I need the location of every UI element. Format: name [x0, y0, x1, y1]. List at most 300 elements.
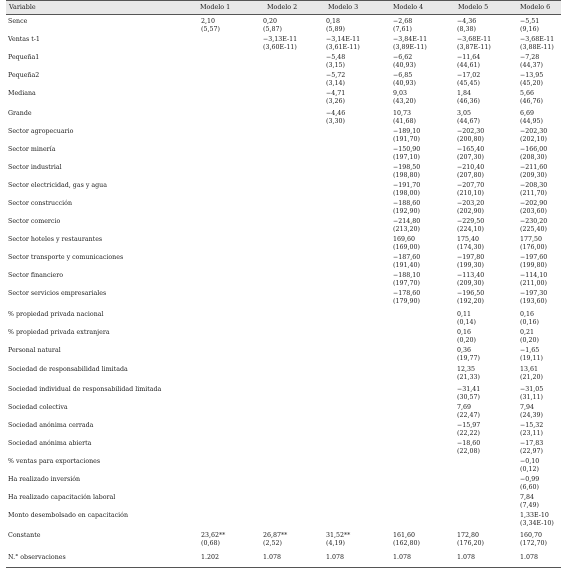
table-cell: [457, 366, 480, 382]
standard-error: (19,11): [520, 355, 543, 362]
coefficient: −210,40: [457, 164, 485, 171]
standard-error: (40,93): [393, 80, 416, 87]
standard-error: (3,14): [326, 80, 345, 87]
standard-error: (8,38): [457, 26, 476, 33]
table-cell: [326, 36, 360, 52]
table-cell: [326, 72, 345, 88]
coefficient: −15,97: [457, 422, 481, 429]
coefficient: −188,60: [393, 200, 421, 207]
coefficient: −211,60: [520, 164, 548, 171]
coefficient: −197,80: [457, 254, 485, 261]
coefficient: −3,14E-11: [326, 36, 361, 43]
standard-error: (19,77): [457, 355, 480, 362]
standard-error: (3,60E-11): [263, 44, 297, 51]
coefficient: −196,50: [457, 290, 485, 297]
coefficient: −4,36: [457, 18, 477, 25]
table-cell: [263, 532, 287, 548]
table-cell: [457, 272, 484, 288]
standard-error: (3,15): [326, 62, 345, 69]
standard-error: (199,80): [520, 262, 547, 269]
header-modelo-4: Modelo 4: [393, 3, 424, 11]
coefficient: −17,02: [457, 72, 481, 79]
standard-error: (213,20): [393, 226, 420, 233]
table-cell: [520, 347, 543, 363]
table-cell: [520, 458, 539, 474]
table-cell: [457, 254, 484, 270]
coefficient: 5,66: [520, 90, 535, 97]
coefficient: 7,69: [457, 404, 472, 411]
coefficient: 0,16: [457, 329, 472, 336]
standard-error: (207,30): [457, 154, 484, 161]
standard-error: (30,57): [457, 394, 480, 401]
table-cell: [393, 236, 420, 252]
table-cell: [457, 290, 484, 306]
row-label: Monto desembolsado en capacitación: [8, 512, 129, 519]
table-cell: [457, 311, 476, 327]
coefficient: −214,80: [393, 218, 421, 225]
header-modelo-5: Modelo 5: [458, 3, 489, 11]
coefficient: −114,10: [520, 272, 548, 279]
table-cell: [326, 90, 345, 106]
coefficient: −230,20: [520, 218, 548, 225]
row-label: Sector servicios empresariales: [8, 290, 107, 297]
coefficient: −197,30: [520, 290, 548, 297]
coefficient: −202,90: [520, 200, 548, 207]
row-label: Sector hoteles y restaurantes: [8, 236, 103, 243]
table-cell: [457, 422, 480, 438]
standard-error: (0,20): [520, 337, 539, 344]
coefficient: −165,40: [457, 146, 485, 153]
standard-error: (5,87): [263, 26, 282, 33]
row-label: % ventas para exportaciones: [8, 458, 101, 465]
row-label: N.° observaciones: [8, 554, 66, 561]
coefficient: 1.078: [520, 554, 539, 561]
table-cell: [520, 110, 543, 126]
table-cell: [263, 554, 281, 562]
table-cell: [457, 164, 484, 180]
table-cell: [326, 18, 345, 34]
coefficient: −13,95: [520, 72, 544, 79]
coefficient: 0,21: [520, 329, 535, 336]
standard-error: (9,16): [520, 26, 539, 33]
table-cell: [520, 36, 554, 52]
table-cell: [520, 128, 547, 144]
coefficient: −187,60: [393, 254, 421, 261]
header-modelo-1: Modelo 1: [200, 3, 231, 11]
standard-error: (7,61): [393, 26, 412, 33]
standard-error: (197,70): [393, 280, 420, 287]
coefficient: 3,05: [457, 110, 472, 117]
standard-error: (192,90): [393, 208, 420, 215]
standard-error: (162,80): [393, 540, 420, 547]
table-cell: [520, 512, 554, 528]
standard-error: (0,14): [457, 319, 476, 326]
coefficient: −18,60: [457, 440, 481, 447]
table-cell: [263, 36, 297, 52]
standard-error: (225,40): [520, 226, 547, 233]
table-cell: [393, 36, 427, 52]
table-cell: [393, 532, 420, 548]
standard-error: (21,33): [457, 374, 480, 381]
table-cell: [520, 329, 539, 345]
standard-error: (202,90): [457, 208, 484, 215]
coefficient: 1.078: [326, 554, 345, 561]
standard-error: (2,52): [263, 540, 282, 547]
table-cell: [393, 218, 420, 234]
header-modelo-2: Modelo 2: [267, 3, 298, 11]
standard-error: (22,22): [457, 430, 480, 437]
table-cell: [457, 554, 475, 562]
coefficient: −17,83: [520, 440, 544, 447]
standard-error: (0,12): [520, 466, 539, 473]
coefficient: −3,84E-11: [393, 36, 428, 43]
coefficient: −202,30: [457, 128, 485, 135]
standard-error: (207,80): [457, 172, 484, 179]
standard-error: (209,30): [520, 172, 547, 179]
table-cell: [457, 440, 480, 456]
header-modelo-3: Modelo 3: [328, 3, 359, 11]
table-cell: [393, 182, 420, 198]
standard-error: (4,19): [326, 540, 345, 547]
table-cell: [520, 440, 543, 456]
row-label: Ventas t-1: [8, 36, 40, 43]
standard-error: (43,20): [393, 98, 416, 105]
coefficient: −15,32: [520, 422, 544, 429]
standard-error: (41,68): [393, 118, 416, 125]
table-cell: [457, 128, 484, 144]
standard-error: (46,36): [457, 98, 480, 105]
table-cell: [457, 182, 484, 198]
standard-error: (3,87E-11): [457, 44, 491, 51]
coefficient: −203,20: [457, 200, 485, 207]
coefficient: 1.202: [201, 554, 220, 561]
standard-error: (7,49): [520, 502, 539, 509]
row-label: Sector comercio: [8, 218, 61, 225]
table-cell: [520, 476, 539, 492]
coefficient: −5,48: [326, 54, 346, 61]
table-cell: [520, 200, 547, 216]
table-cell: [393, 110, 416, 126]
table-cell: [457, 404, 480, 420]
coefficient: 0,11: [457, 311, 472, 318]
coefficient: 0,16: [520, 311, 535, 318]
coefficient: 23,62**: [201, 532, 226, 539]
table-cell: [263, 18, 282, 34]
standard-error: (22,97): [520, 448, 543, 455]
coefficient: −202,30: [520, 128, 548, 135]
standard-error: (208,30): [520, 154, 547, 161]
table-cell: [457, 72, 480, 88]
table-cell: [457, 18, 476, 34]
table-cell: [520, 290, 547, 306]
standard-error: (210,10): [457, 190, 484, 197]
coefficient: −2,68: [393, 18, 413, 25]
coefficient: −189,10: [393, 128, 421, 135]
row-label: Mediana: [8, 90, 36, 97]
table-cell: [520, 146, 547, 162]
standard-error: (31,11): [520, 394, 543, 401]
row-label: Sociedad individual de responsabilidad limitada: [8, 386, 162, 393]
row-label: Sector electricidad, gas y agua: [8, 182, 107, 189]
coefficient: −5,51: [520, 18, 540, 25]
coefficient: −3,13E-11: [263, 36, 298, 43]
standard-error: (3,26): [326, 98, 345, 105]
coefficient: 31,52**: [326, 532, 351, 539]
table-cell: [457, 347, 480, 363]
table-cell: [520, 422, 543, 438]
row-label: Ha realizado inversión: [8, 476, 81, 483]
table-cell: [393, 128, 420, 144]
table-cell: [457, 54, 480, 70]
table-cell: [457, 236, 484, 252]
standard-error: (40,93): [393, 62, 416, 69]
coefficient: 177,50: [520, 236, 543, 243]
row-label: Constante: [8, 532, 41, 539]
coefficient: −3,68E-11: [457, 36, 492, 43]
row-label: Sociedad anónima abierta: [8, 440, 92, 447]
table-cell: [520, 386, 543, 402]
table-cell: [520, 164, 547, 180]
coefficient: 13,61: [520, 366, 539, 373]
table-cell: [520, 272, 547, 288]
table-cell: [393, 200, 420, 216]
standard-error: (3,88E-11): [520, 44, 554, 51]
coefficient: −198,50: [393, 164, 421, 171]
coefficient: 1.078: [457, 554, 476, 561]
coefficient: 1,84: [457, 90, 472, 97]
standard-error: (44,61): [457, 62, 480, 69]
table-cell: [393, 554, 411, 562]
row-label: Sector financiero: [8, 272, 64, 279]
standard-error: (203,60): [520, 208, 547, 215]
coefficient: −0,10: [520, 458, 540, 465]
table-cell: [393, 18, 412, 34]
table-cell: [326, 110, 345, 126]
row-label: Personal natural: [8, 347, 61, 354]
coefficient: 160,70: [520, 532, 543, 539]
standard-error: (211,00): [520, 280, 547, 287]
table-cell: [457, 146, 484, 162]
coefficient: −208,30: [520, 182, 548, 189]
table-cell: [393, 254, 420, 270]
row-label: Sence: [8, 18, 28, 25]
coefficient: −31,41: [457, 386, 481, 393]
standard-error: (3,89E-11): [393, 44, 427, 51]
standard-error: (6,60): [520, 484, 539, 491]
standard-error: (193,60): [520, 298, 547, 305]
table-cell: [520, 18, 539, 34]
table-cell: [393, 54, 416, 70]
table-cell: [520, 554, 538, 562]
standard-error: (192,20): [457, 298, 484, 305]
standard-error: (22,08): [457, 448, 480, 455]
coefficient: −4,46: [326, 110, 346, 117]
coefficient: 1.078: [393, 554, 412, 561]
table-cell: [457, 200, 484, 216]
table-header: [6, 0, 561, 15]
coefficient: 10,73: [393, 110, 412, 117]
standard-error: (199,30): [457, 262, 484, 269]
standard-error: (0,20): [457, 337, 476, 344]
standard-error: (22,47): [457, 412, 480, 419]
table-cell: [201, 532, 225, 548]
standard-error: (23,11): [520, 430, 543, 437]
coefficient: −31,05: [520, 386, 544, 393]
coefficient: 2,10: [201, 18, 216, 25]
standard-error: (179,90): [393, 298, 420, 305]
standard-error: (198,80): [393, 172, 420, 179]
standard-error: (5,57): [201, 26, 220, 33]
standard-error: (45,45): [457, 80, 480, 87]
table-cell: [457, 532, 484, 548]
standard-error: (176,20): [457, 540, 484, 547]
row-label: Ha realizado capacitación laboral: [8, 494, 116, 501]
row-label: Pequeña2: [8, 72, 40, 79]
standard-error: (0,68): [201, 540, 220, 547]
coefficient: −113,40: [457, 272, 485, 279]
table-cell: [326, 532, 350, 548]
row-label: Sector agropecuario: [8, 128, 74, 135]
standard-error: (198,00): [393, 190, 420, 197]
table-cell: [520, 254, 547, 270]
header-modelo-6: Modelo 6: [520, 3, 551, 11]
coefficient: 6,69: [520, 110, 535, 117]
coefficient: 0,36: [457, 347, 472, 354]
header-variable: Variable: [9, 3, 36, 11]
table-cell: [457, 90, 480, 106]
coefficient: 26,87**: [263, 532, 288, 539]
table-cell: [520, 90, 543, 106]
coefficient: 12,35: [457, 366, 476, 373]
coefficient: 1.078: [263, 554, 282, 561]
row-label: % propiedad privada nacional: [8, 311, 104, 318]
standard-error: (172,70): [520, 540, 547, 547]
table-cell: [393, 146, 420, 162]
standard-error: (202,10): [520, 136, 547, 143]
table-cell: [201, 554, 219, 562]
coefficient: −1,65: [520, 347, 540, 354]
row-label: Sector construcción: [8, 200, 73, 207]
table-cell: [520, 182, 547, 198]
row-label: Grande: [8, 110, 32, 117]
coefficient: 161,60: [393, 532, 416, 539]
standard-error: (45,20): [520, 80, 543, 87]
table-cell: [520, 72, 543, 88]
coefficient: 0,20: [263, 18, 278, 25]
standard-error: (211,70): [520, 190, 547, 197]
coefficient: −11,64: [457, 54, 481, 61]
coefficient: 172,80: [457, 532, 480, 539]
row-label: Pequeña1: [8, 54, 40, 61]
table-cell: [457, 329, 476, 345]
coefficient: −229,50: [457, 218, 485, 225]
row-label: Sector minería: [8, 146, 56, 153]
table-cell: [457, 386, 480, 402]
table-cell: [393, 164, 420, 180]
standard-error: (224,10): [457, 226, 484, 233]
coefficient: −6,85: [393, 72, 413, 79]
coefficient: −7,28: [520, 54, 540, 61]
coefficient: 169,60: [393, 236, 416, 243]
standard-error: (209,30): [457, 280, 484, 287]
row-label: Sociedad anónima cerrada: [8, 422, 94, 429]
coefficient: −166,00: [520, 146, 548, 153]
standard-error: (176,00): [520, 244, 547, 251]
standard-error: (3,61E-11): [326, 44, 360, 51]
table-cell: [393, 290, 420, 306]
table-cell: [326, 54, 345, 70]
coefficient: −5,72: [326, 72, 346, 79]
coefficient: −0,99: [520, 476, 540, 483]
standard-error: (44,67): [457, 118, 480, 125]
standard-error: (5,89): [326, 26, 345, 33]
coefficient: −150,90: [393, 146, 421, 153]
table-cell: [201, 18, 220, 34]
standard-error: (44,37): [520, 62, 543, 69]
standard-error: (46,76): [520, 98, 543, 105]
row-label: Sociedad de responsabilidad limitada: [8, 366, 128, 373]
table-cell: [520, 532, 547, 548]
table-cell: [457, 36, 491, 52]
table-cell: [393, 272, 420, 288]
coefficient: −6,62: [393, 54, 413, 61]
row-label: Sector industrial: [8, 164, 62, 171]
table-cell: [326, 554, 344, 562]
coefficient: −178,60: [393, 290, 421, 297]
standard-error: (21,20): [520, 374, 543, 381]
table-cell: [457, 110, 480, 126]
coefficient: 7,94: [520, 404, 535, 411]
coefficient: 7,84: [520, 494, 535, 501]
row-label: % propiedad privada extranjera: [8, 329, 110, 336]
bottom-rule: [6, 567, 561, 568]
standard-error: (0,16): [520, 319, 539, 326]
table-cell: [520, 218, 547, 234]
coefficient: −3,68E-11: [520, 36, 555, 43]
coefficient: 0,18: [326, 18, 341, 25]
table-cell: [520, 404, 543, 420]
coefficient: −4,71: [326, 90, 346, 97]
table-cell: [520, 494, 539, 510]
standard-error: (174,30): [457, 244, 484, 251]
standard-error: (3,34E-10): [520, 520, 554, 527]
standard-error: (197,10): [393, 154, 420, 161]
standard-error: (200,80): [457, 136, 484, 143]
coefficient: −207,70: [457, 182, 485, 189]
row-label: Sociedad colectiva: [8, 404, 68, 411]
standard-error: (169,00): [393, 244, 420, 251]
standard-error: (191,70): [393, 136, 420, 143]
standard-error: (191,40): [393, 262, 420, 269]
coefficient: 1,33E-10: [520, 512, 549, 519]
coefficient: −191,70: [393, 182, 421, 189]
coefficient: 175,40: [457, 236, 480, 243]
table-cell: [457, 218, 484, 234]
table-cell: [393, 72, 416, 88]
row-label: Sector transporte y comunicaciones: [8, 254, 124, 261]
table-cell: [520, 366, 543, 382]
table-cell: [520, 311, 539, 327]
standard-error: (44,95): [520, 118, 543, 125]
coefficient: 9,03: [393, 90, 408, 97]
table-cell: [520, 236, 547, 252]
table-cell: [393, 90, 416, 106]
coefficient: −188,10: [393, 272, 421, 279]
table-cell: [520, 54, 543, 70]
standard-error: (3,30): [326, 118, 345, 125]
coefficient: −197,60: [520, 254, 548, 261]
standard-error: (24,39): [520, 412, 543, 419]
